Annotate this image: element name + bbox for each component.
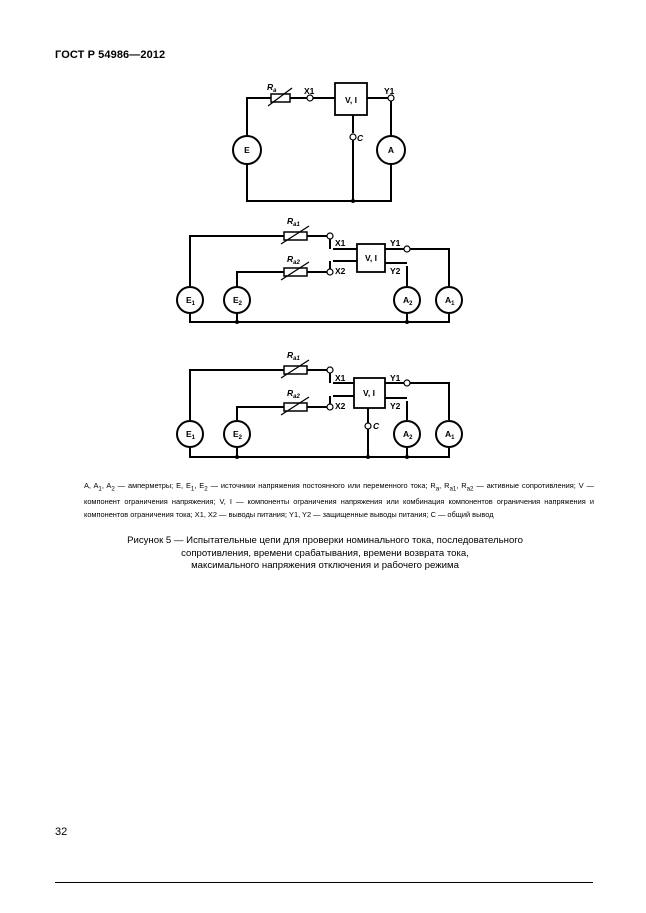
- label-x1: X1: [335, 238, 346, 248]
- terminal-c: [350, 134, 356, 140]
- resistor-ra1: [284, 366, 307, 374]
- resistor-ra2: [284, 403, 307, 411]
- label-c: C: [357, 133, 364, 143]
- label-c: C: [373, 421, 380, 431]
- circuit-3: [177, 360, 462, 459]
- label-source-e1: $E_1$: [186, 429, 196, 441]
- label-x2: X2: [335, 266, 346, 276]
- resistor-ra1: [284, 232, 307, 240]
- terminal-y1: [404, 246, 410, 252]
- circuit-1: [233, 83, 405, 203]
- label-resistor-ra1: $R_{a1}$: [287, 216, 300, 228]
- label-resistor-ra2: $R_{a2}$: [287, 388, 300, 400]
- label-source-e: E: [244, 145, 250, 155]
- label-ammeter-a2: $A_2$: [403, 295, 413, 307]
- figure-caption: [80, 535, 570, 573]
- caption-line-1: Рисунок 5 — Испытательные цепи для проверки номинального тока, последовательного: [127, 535, 523, 546]
- label-ammeter-a1: $A_1$: [445, 429, 455, 441]
- label-device-vi: V, I: [363, 388, 375, 398]
- label-y2: Y2: [390, 401, 401, 411]
- circuit-2: [177, 226, 462, 324]
- label-resistor-ra2: $R_{a2}$: [287, 254, 300, 266]
- label-y2: Y2: [390, 266, 401, 276]
- label-x2: X2: [335, 401, 346, 411]
- standard-designation: ГОСТ Р 54986—2012: [55, 49, 166, 61]
- terminal-x1: [327, 233, 333, 239]
- label-device-vi: V, I: [365, 253, 377, 263]
- label-y1: Y1: [384, 86, 395, 96]
- caption-line-2: сопротивления, времени срабатывания, времени возврата тока,: [181, 547, 469, 559]
- label-source-e1: $E_1$: [186, 295, 196, 307]
- terminal-x2: [327, 269, 333, 275]
- page-number: 32: [55, 826, 68, 838]
- label-resistor-ra: $R_a$: [267, 82, 277, 94]
- terminal-c: [365, 423, 371, 429]
- caption-line-3: максимального напряжения отключения и рабочего режима: [191, 560, 459, 571]
- terminal-x1: [327, 367, 333, 373]
- label-source-e2: $E_2$: [233, 295, 243, 307]
- label-x1: X1: [304, 86, 315, 96]
- label-ammeter-a2: $A_2$: [403, 429, 413, 441]
- figure-legend: A, $A_1$, $A_2$ — амперметры; E, $E_1$, $E_2$ — источники напряжения постоянного или переменного тока; $R_a$, $R_{a1}$, $R_{a2}$ — активные сопротивления; V — компонент ограничения напряжения; V, I — компоненты ограничения напряжения или комбинация компонентов ограничения напряжения и компонентов ограничения тока; X1, X2 — выводы питания; Y1, Y2 — защищенные выводы питания; C — общий вывод: [84, 481, 594, 520]
- label-source-e2: $E_2$: [233, 429, 243, 441]
- label-ammeter-a: A: [387, 145, 395, 155]
- label-device-vi: V, I: [345, 95, 357, 105]
- label-y1: Y1: [390, 373, 401, 383]
- resistor-ra2: [284, 268, 307, 276]
- label-y1: Y1: [390, 238, 401, 248]
- terminal-x2: [327, 404, 333, 410]
- label-resistor-ra1: $R_{a1}$: [287, 350, 300, 362]
- label-x1: X1: [335, 373, 346, 383]
- label-ammeter-a1: $A_1$: [445, 295, 455, 307]
- footer-divider: [55, 882, 593, 883]
- terminal-y1: [404, 380, 410, 386]
